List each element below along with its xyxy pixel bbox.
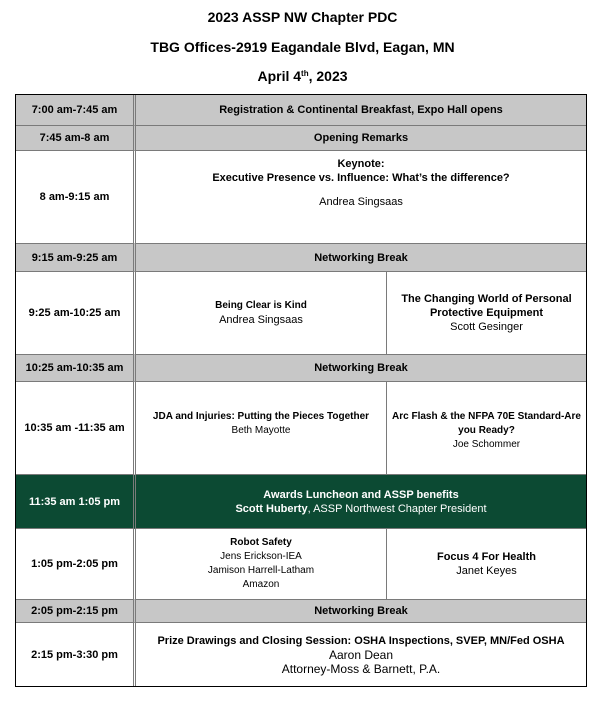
time-cell: 7:00 am-7:45 am [16,95,136,126]
speaker-name: Jamison Harrell-Latham [207,565,315,576]
breakout-right [386,529,586,600]
speaker-name: Andrea Singsaas [219,314,303,326]
session-title: Executive Presence vs. Influence: What’s the difference? [212,172,510,184]
speaker-name: Janet Keyes [456,565,517,577]
schedule-row [16,475,586,529]
schedule-row [16,126,586,151]
breakout-left [136,272,386,355]
speaker-org: Attorney-Moss & Barnett, P.A. [281,661,441,676]
speaker-name: Andrea Singsaas [319,196,403,208]
speaker-name: Joe Schommer [452,439,521,450]
closing-cell [136,623,586,686]
session-title: Awards Luncheon and ASSP benefits [263,488,459,501]
schedule-row [16,529,586,600]
time-cell: 9:25 am-10:25 am [16,272,136,355]
breakout-right [386,382,586,475]
speaker-role: , ASSP Northwest Chapter President [307,502,487,515]
breakout-left [136,529,386,600]
time-cell: 11:35 am 1:05 pm [16,475,136,529]
luncheon-cell [136,475,586,529]
session-title: Focus 4 For Health [436,551,536,563]
session-title: Opening Remarks [136,126,586,151]
time-cell: 2:05 pm-2:15 pm [16,600,136,623]
keynote-label: Keynote: [337,158,385,170]
session-title: Networking Break [136,355,586,382]
venue-address: TBG Offices-2919 Eagandale Blvd, Eagan, MN [150,39,455,55]
schedule-row [16,272,586,355]
speaker-org: Amazon [242,579,280,590]
session-title: Registration & Continental Breakfast, Expo Hall opens [136,95,586,126]
session-title: JDA and Injuries: Putting the Pieces Together [152,411,370,422]
schedule-row [16,623,586,686]
breakout-left [136,382,386,475]
schedule-row [16,244,586,272]
time-cell: 2:15 pm-3:30 pm [16,623,136,686]
time-cell: 10:25 am-10:35 am [16,355,136,382]
schedule-table [15,94,587,687]
keynote-cell [136,151,586,244]
session-title: Being Clear is Kind [215,300,307,311]
speaker-name: Jens Erickson-IEA [220,551,302,562]
time-cell: 8 am-9:15 am [16,151,136,244]
event-date: April 4th, 2023 [257,68,348,84]
session-title: Arc Flash & the NFPA 70E Standard-Are you Ready? [392,411,581,436]
time-cell: 1:05 pm-2:05 pm [16,529,136,600]
session-title: The Changing World of Personal Protective Equipment [401,293,572,319]
session-title: Robot Safety [230,537,292,548]
session-title: Networking Break [136,600,586,623]
schedule-row [16,355,586,382]
speaker-name: Scott Huberty [235,502,308,515]
speaker-name: Beth Mayotte [231,425,291,436]
schedule-row [16,95,586,126]
speaker-name: Aaron Dean [328,647,394,662]
time-cell: 7:45 am-8 am [16,126,136,151]
session-title: Prize Drawings and Closing Session: OSHA Inspections, SVEP, MN/Fed OSHA [157,634,565,647]
schedule-row [16,382,586,475]
schedule-row [16,151,586,244]
speaker-name: Scott Gesinger [450,321,523,333]
schedule-row [16,600,586,623]
time-cell: 10:35 am -11:35 am [16,382,136,475]
conference-title: 2023 ASSP NW Chapter PDC [207,9,398,25]
session-title: Networking Break [136,244,586,272]
time-cell: 9:15 am-9:25 am [16,244,136,272]
breakout-right [386,272,586,355]
